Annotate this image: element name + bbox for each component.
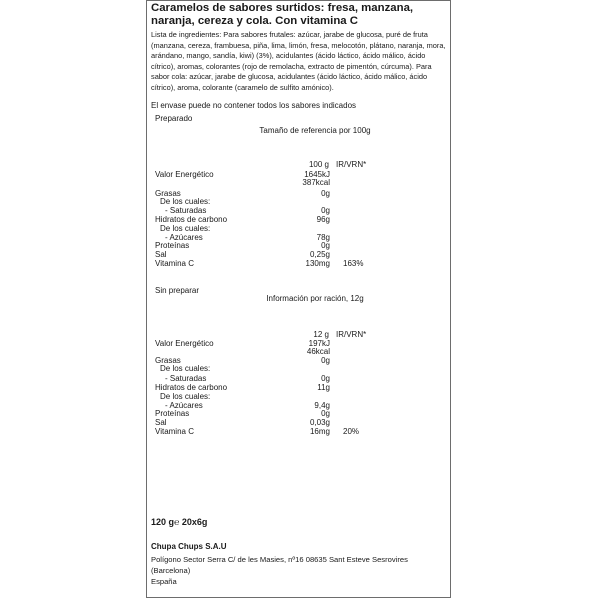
unprepared-row-label: Valor Energético bbox=[155, 339, 214, 348]
product-title: Caramelos de sabores surtidos: fresa, manzana, naranja, cereza y cola. Con vitamina C bbox=[151, 2, 414, 27]
unprepared-title: Sin preparar bbox=[155, 286, 200, 295]
unprepared-row-label: - Saturadas bbox=[165, 374, 207, 383]
unprepared-reference-label: Información por ración, 12g bbox=[266, 294, 364, 303]
unprepared-row-value: 0g bbox=[321, 356, 330, 365]
prepared-row-value: 0g bbox=[321, 206, 330, 215]
unprepared-row-label: De los cuales: bbox=[160, 392, 211, 401]
unprepared-irn-header: IR/VRN* bbox=[336, 330, 367, 339]
flavor-note: El envase puede no contener todos los sabores indicados bbox=[151, 101, 357, 110]
unprepared-row-label: Proteínas bbox=[155, 409, 190, 418]
manufacturer-address: Polígono Sector Serra C/ de les Masies, nº16 08635 Sant Esteve Sesrovires bbox=[151, 555, 408, 564]
prepared-row-label: Hidratos de carbono bbox=[155, 215, 228, 224]
prepared-reference-label: Tamaño de referencia por 100g bbox=[259, 126, 371, 135]
unprepared-row-value: 0g bbox=[321, 409, 330, 418]
manufacturer-country: España bbox=[151, 577, 177, 586]
prepared-quantity-header: 100 g bbox=[308, 160, 329, 169]
unprepared-quantity-header: 12 g bbox=[313, 330, 329, 339]
prepared-row-label: - Saturadas bbox=[165, 206, 207, 215]
prepared-row-value: 96g bbox=[316, 215, 330, 224]
unprepared-row-value: 9,4g bbox=[314, 401, 330, 410]
prepared-row-value: 1645kJ bbox=[304, 170, 330, 179]
ingredients-list: Lista de ingredientes: Para sabores frutales: azúcar, jarabe de glucosa, puré de fruta (manzana, cereza, frambuesa, piña, lima, limón, fresa, melocotón, plátano, naranja, mora, arándano, mango, sandía, kiwi) (3%), acidulantes (ácido láctico, ácido málico, ácido cítrico), aromas, colorantes (rojo de remolacha, extracto de pimentón, cúrcuma). Para sabor cola: azúcar, jarabe de glucosa, acidulantes (ácido láctico, ácido málico, ácido cítrico), aroma, colorante (caramelo de sulfito amónico). bbox=[151, 30, 446, 92]
prepared-row-value: 0g bbox=[321, 241, 330, 250]
unprepared-row-label: Hidratos de carbono bbox=[155, 383, 228, 392]
unprepared-row-value: 0g bbox=[321, 374, 330, 383]
unprepared-row-label: - Azúcares bbox=[165, 401, 203, 410]
prepared-row-value: 0g bbox=[321, 189, 330, 198]
prepared-row-label: Vitamina C bbox=[155, 259, 194, 268]
prepared-row-label: Proteínas bbox=[155, 241, 190, 250]
unprepared-row-value: 0,03g bbox=[309, 418, 330, 427]
manufacturer-name: Chupa Chups S.A.U bbox=[151, 542, 227, 551]
net-weight: 120 g℮ 20x6g bbox=[151, 517, 208, 527]
prepared-row-percent: 163% bbox=[343, 259, 364, 268]
prepared-row-label: De los cuales: bbox=[160, 224, 211, 233]
manufacturer-city: (Barcelona) bbox=[151, 566, 191, 575]
prepared-row-value: 0,25g bbox=[309, 250, 330, 259]
prepared-row-label: Sal bbox=[155, 250, 167, 259]
prepared-row-label: Valor Energético bbox=[155, 170, 214, 179]
unprepared-row-label: Sal bbox=[155, 418, 167, 427]
prepared-row-value: 387kcal bbox=[302, 178, 330, 187]
unprepared-row-label: De los cuales: bbox=[160, 364, 211, 373]
prepared-irn-header: IR/VRN* bbox=[336, 160, 367, 169]
unprepared-row-value: 16mg bbox=[309, 427, 330, 436]
prepared-title: Preparado bbox=[155, 114, 193, 123]
unprepared-row-label: Grasas bbox=[155, 356, 181, 365]
unprepared-row-value: 46kcal bbox=[306, 347, 330, 356]
unprepared-row-percent: 20% bbox=[343, 427, 360, 436]
unprepared-row-value: 197kJ bbox=[308, 339, 330, 348]
prepared-row-value: 78g bbox=[316, 233, 330, 242]
prepared-row-label: De los cuales: bbox=[160, 197, 211, 206]
unprepared-row-label: Vitamina C bbox=[155, 427, 194, 436]
prepared-row-label: - Azúcares bbox=[165, 233, 203, 242]
prepared-row-label: Grasas bbox=[155, 189, 181, 198]
prepared-row-value: 130mg bbox=[305, 259, 330, 268]
unprepared-row-value: 11g bbox=[317, 383, 330, 392]
